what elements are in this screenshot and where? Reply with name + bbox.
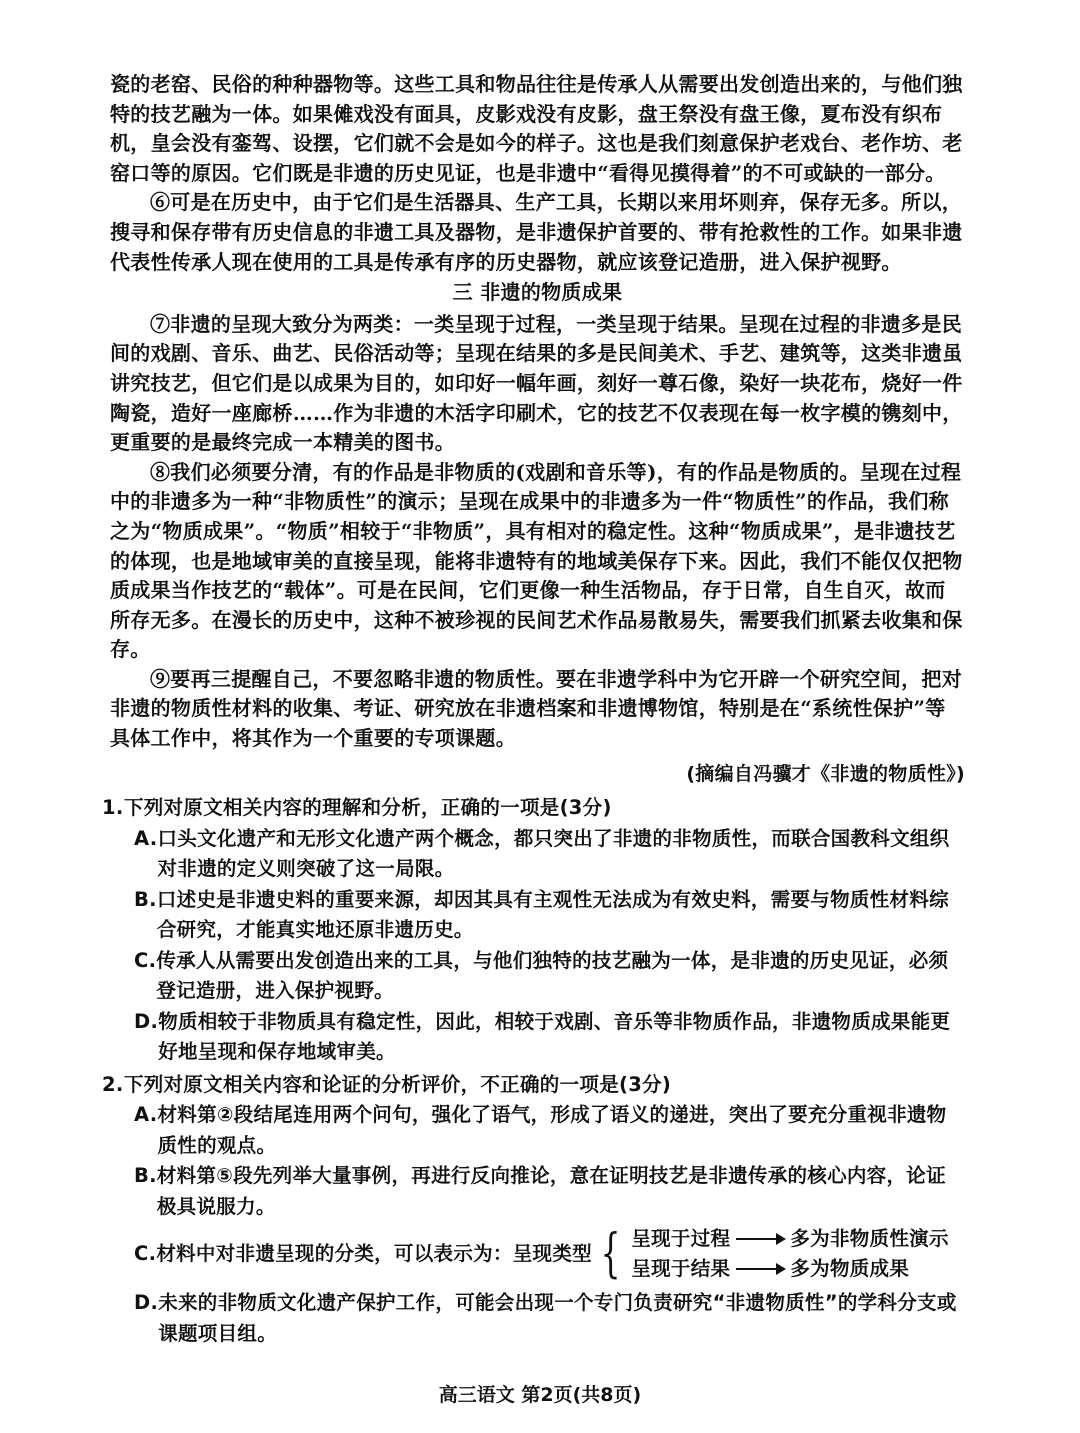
passage-paragraph-continued: 瓷的老窑、民俗的种种器物等。这些工具和物品往往是传承人从需要出发创造出来的，与他们独特的技艺融为一体。如果傩戏没有面具，皮影戏没有皮影，盘王祭没有盘王像，夏布没有织布机，皇会没有銮驾、设摆，它们就不会是如今的样子。这也是我们刻意保护老戏台、老作坊、老窑口等的原因。它们既是非遗的历史见证，也是非遗中“看得见摸得着”的不可或缺的一部分。 bbox=[110, 72, 963, 185]
option-letter: A. bbox=[134, 826, 158, 850]
branch-target: 多为非物质性演示 bbox=[790, 1227, 949, 1250]
question-text: 下列对原文相关内容和论证的分析评价，不正确的一项是(3分) bbox=[124, 1072, 672, 1096]
option-a bbox=[134, 1100, 965, 1161]
option-text: 口述史是非遗史料的重要来源，却因其具有主观性无法成为有效史料，需要与物质性材料综合研究，才能真实地还原非遗历史。 bbox=[156, 887, 949, 942]
page-footer: 高三语文 第2页(共8页) bbox=[438, 1384, 642, 1406]
question-1 bbox=[102, 793, 965, 1068]
option-a bbox=[134, 824, 965, 885]
option-d bbox=[134, 1007, 965, 1068]
source-citation: (摘编自冯骥才《非遗的物质性》) bbox=[686, 762, 965, 785]
option-text: 材料第⑤段先列举大量事例，再进行反向推论，意在证明技艺是非遗传承的核心内容，论证极具说服力。 bbox=[156, 1164, 946, 1218]
option-b bbox=[134, 1161, 965, 1222]
option-text: 传承人从需要出发创造出来的工具，与他们独特的技艺融为一体，是非遗的历史见证，必须登记造册，进入保护视野。 bbox=[156, 948, 949, 1003]
option-text: 材料中对非遗呈现的分类，可以表示为： bbox=[156, 1242, 513, 1265]
passage-paragraph-6: ⑥可是在历史中，由于它们是生活器具、生产工具，长期以来用坏则弃，保存无多。所以，搜寻和保存带有历史信息的非遗工具及器物，是非遗保护首要的、带有抢救性的工作。如果非遗代表性传承人现在使用的工具是传承有序的历史器物，就应该登记造册，进入保护视野。 bbox=[110, 190, 963, 274]
option-text: 口头文化遗产和无形文化遗产两个概念，都只突出了非遗的非物质性，而联合国教科文组织对非遗的定义则突破了这一局限。 bbox=[157, 826, 950, 881]
exam-page bbox=[102, 70, 965, 1349]
option-letter: C. bbox=[134, 948, 157, 972]
passage-paragraph-7: ⑦非遗的呈现大致分为两类：一类呈现于过程，一类呈现于结果。呈现在过程的非遗多是民间的戏剧、音乐、曲艺、民俗活动等；呈现在结果的多是民间美术、手艺、建筑等，这类非遗虽讲究技艺，但它们是以成果为目的，如印好一幅年画，刻好一尊石像，染好一块花布，烧好一件陶瓷，造好一座廊桥……作为非遗的木活字印刷术，它的技艺不仅表现在每一枚字模的镌刻中，更重要的是最终完成一本精美的图书。 bbox=[110, 311, 963, 455]
branch-source: 呈现于结果 bbox=[631, 1257, 731, 1280]
question-2 bbox=[102, 1070, 965, 1350]
diagram-root: 呈现类型 bbox=[512, 1242, 592, 1265]
option-c-diagram bbox=[134, 1224, 965, 1284]
option-letter: B. bbox=[134, 1164, 157, 1188]
option-text: 物质相较于非物质具有稳定性，因此，相较于戏剧、音乐等非物质作品，非遗物质成果能更好地呈现和保存地域审美。 bbox=[158, 1009, 951, 1064]
option-c bbox=[134, 946, 965, 1007]
branch-source: 呈现于过程 bbox=[631, 1227, 731, 1250]
question-stem bbox=[102, 1070, 965, 1101]
diagram-branch bbox=[631, 1255, 948, 1283]
option-letter: B. bbox=[134, 887, 157, 911]
option-text: 材料第②段结尾连用两个问句，强化了语气，形成了语义的递进，突出了要充分重视非遗物质性的观点。 bbox=[157, 1103, 947, 1157]
passage-paragraph-9: ⑨要再三提醒自己，不要忽略非遗的物质性。要在非遗学科中为它开辟一个研究空间，把对非遗的物质性材料的收集、考证、研究放在非遗档案和非遗博物馆，特别是在“系统性保护”等具体工作中，将其作为一个重要的专项课题。 bbox=[110, 666, 962, 751]
passage-paragraph-8: ⑧我们必须要分清，有的作品是非物质的(戏剧和音乐等)，有的作品是物质的。呈现在过程中的非遗多为一种“非物质性”的演示；呈现在成果中的非遗多为一件“物质性”的作品，我们称之为“物质成果”。“物质”相较于“非物质”，具有相对的稳定性。这种“物质成果”，是非遗技艺的体现，也是地域审美的直接呈现，能将非遗特有的地域美保存下来。因此，我们不能仅仅把物质成果当作技艺的“载体”。可是在民间，它们更像一种生活物品，存于日常，自生自灭，故而所存无多。在漫长的历史中，这种不被珍视的民间艺术作品易散易失，需要我们抓紧去收集和保存。 bbox=[110, 459, 963, 662]
option-letter: D. bbox=[134, 1291, 159, 1315]
arrow-icon bbox=[736, 1268, 784, 1270]
question-number: 1. bbox=[102, 796, 124, 820]
option-b bbox=[134, 885, 965, 946]
option-letter: C. bbox=[134, 1242, 157, 1265]
option-d bbox=[134, 1288, 965, 1349]
diagram-branches bbox=[631, 1225, 948, 1283]
question-number: 2. bbox=[102, 1072, 124, 1096]
arrow-icon bbox=[736, 1238, 784, 1240]
option-letter: D. bbox=[134, 1009, 159, 1033]
option-letter: A. bbox=[134, 1103, 158, 1127]
branch-target: 多为物质成果 bbox=[790, 1257, 910, 1280]
section-title: 三 非遗的物质成果 bbox=[452, 280, 623, 305]
option-text: 未来的非物质文化遗产保护工作，可能会出现一个专门负责研究“非遗物质性”的学科分支或课题项目组。 bbox=[158, 1291, 957, 1345]
question-stem bbox=[102, 793, 965, 824]
question-text: 下列对原文相关内容的理解和分析，正确的一项是(3分) bbox=[124, 796, 612, 820]
brace-symbol: { bbox=[600, 1224, 621, 1285]
diagram-branch bbox=[631, 1225, 948, 1253]
